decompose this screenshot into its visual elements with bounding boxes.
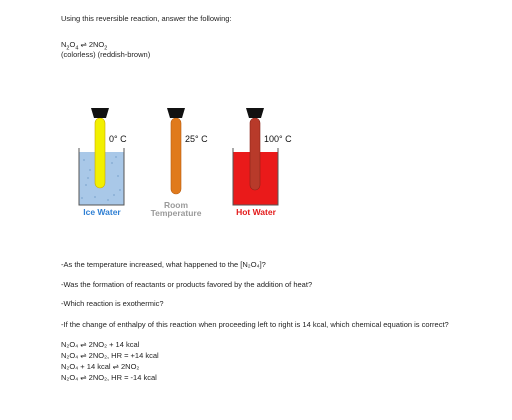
caption-room-line1: Room [163,200,189,210]
orange-liquid-tube [171,118,181,194]
temp-label-0: 0° C [109,134,127,144]
tube3-stopper [246,108,264,118]
question-1: -As the temperature increased, what happened to the [N₂O₄]? [61,260,266,269]
reaction-right-sub: 2 [104,45,108,52]
tube-hot-water [233,108,278,205]
question-2: -Was the formation of reactants or products favored by the addition of heat? [61,280,313,289]
caption-hot-water: Hot Water [236,207,276,217]
tube-room-temperature [167,108,185,194]
tube2-stopper [167,108,185,118]
caption-room-temperature [146,201,206,217]
question-4: -If the change of enthalpy of this reaction when proceeding left to right is 14 kcal, which chemical equation is correct? [61,320,449,329]
option-4: N₂O₄ ⇌ 2NO₂, HR = -14 kcal [61,373,157,382]
option-3: N₂O₄ + 14 kcal ⇌ 2NO₂ [61,362,140,371]
equilibrium-arrow: ⇌ [78,40,89,49]
option-2: N₂O₄ ⇌ 2NO₂, HR = +14 kcal [61,351,159,360]
reaction-left-sub1: 2 [66,45,70,52]
red-brown-liquid-tube [250,118,260,190]
question-3: -Which reaction is exothermic? [61,299,164,308]
temp-label-25: 25° C [185,134,208,144]
intro-text: Using this reversible reaction, answer the following: [61,14,232,23]
reaction-left-mid: O [69,40,76,49]
caption-ice-water: Ice Water [83,207,121,217]
reaction-left-sub2: 4 [75,45,79,52]
temp-label-100: 100° C [264,134,292,144]
tube-ice-water [79,108,124,205]
reaction-colors: (colorless) (reddish-brown) [61,50,151,59]
caption-room-line2: Temperature [150,208,202,218]
reaction-left: N [61,40,67,49]
reaction-right: 2NO [88,40,105,49]
yellow-liquid-tube [95,118,105,188]
tube1-stopper [91,108,109,118]
option-1: N₂O₄ ⇌ 2NO₂ + 14 kcal [61,340,140,349]
